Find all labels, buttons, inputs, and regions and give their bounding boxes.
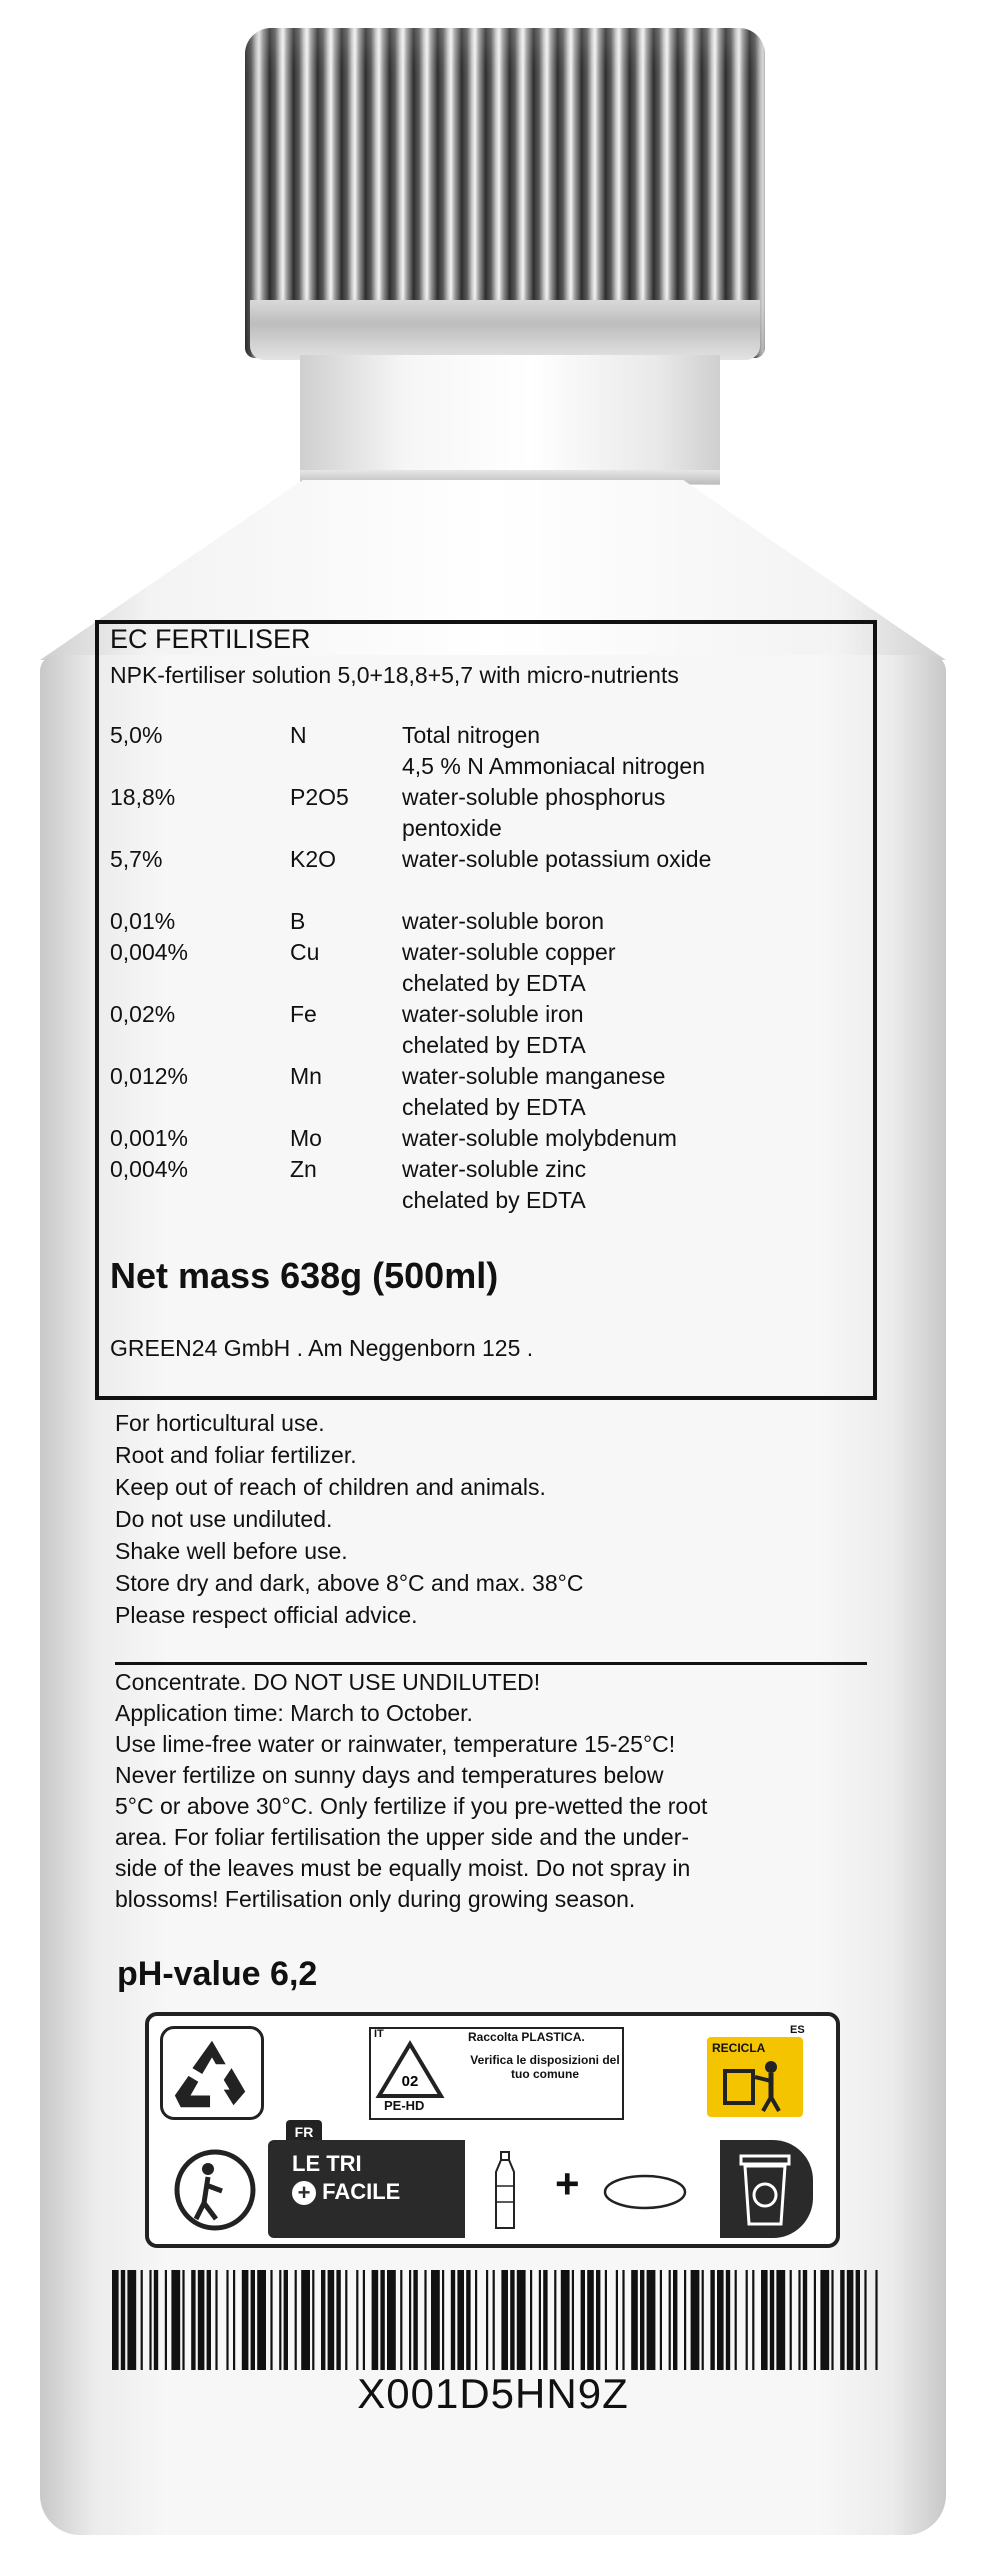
recycling-triangle-icon — [375, 2040, 445, 2102]
barcode-bar — [191, 2270, 195, 2370]
usage-line: Root and foliar fertilizer. — [115, 1442, 357, 1468]
instruction-line: Concentrate. DO NOT USE UNDILUTED! — [115, 1669, 541, 1695]
barcode-bar — [475, 2270, 477, 2370]
barcode-bar — [790, 2270, 792, 2370]
barcode-bar — [457, 2270, 464, 2370]
barcode-bar — [242, 2270, 249, 2370]
nutrient-desc-line: water-soluble phosphorus — [402, 784, 666, 810]
section-divider — [115, 1662, 867, 1665]
barcode-bar — [622, 2270, 624, 2370]
barcode-bar — [400, 2270, 402, 2370]
nutrient-desc: water-soluble potassium oxide — [402, 846, 712, 872]
nutrient-desc-line: water-soluble zinc — [402, 1156, 587, 1182]
es-recicla-label: RECICLA — [712, 2041, 766, 2055]
barcode-bar — [442, 2270, 444, 2370]
barcode-bar — [207, 2270, 211, 2370]
net-mass: Net mass 638g (500ml) — [110, 1255, 499, 1296]
bottle-neck — [300, 355, 720, 485]
company-address: GREEN24 GmbH . Am Neggenborn 125 . — [110, 1335, 534, 1361]
nutrient-percent: 18,8% — [110, 784, 176, 810]
nutrient-percent: 0,001% — [110, 1125, 189, 1151]
barcode-bar — [840, 2270, 844, 2370]
barcode-bar — [345, 2270, 347, 2370]
bottle-icon — [490, 2150, 520, 2232]
barcode-bar — [409, 2270, 411, 2370]
barcode-bar — [752, 2270, 754, 2370]
barcode-bar — [875, 2270, 877, 2370]
nutrient-desc — [402, 999, 862, 1061]
nutrient-symbol: B — [290, 908, 306, 934]
barcode-bar — [466, 2270, 470, 2370]
barcode-bar — [761, 2270, 768, 2370]
label-subtitle: NPK-fertiliser solution 5,0+18,8+5,7 with micro-nutrients — [110, 662, 679, 688]
barcode-bar — [171, 2270, 180, 2370]
barcode-bar — [684, 2270, 686, 2370]
nutrient-desc-line2: chelated by EDTA — [402, 1094, 586, 1120]
nutrient-desc-line2: chelated by EDTA — [402, 1187, 586, 1213]
it-instructions: Verifica le disposizioni del tuo comune — [470, 2053, 620, 2081]
barcode-bar — [451, 2270, 455, 2370]
barcode-bar — [413, 2270, 417, 2370]
usage-line: Keep out of reach of children and animals. — [115, 1474, 546, 1500]
nutrient-percent: 0,012% — [110, 1063, 189, 1089]
barcode-bar — [284, 2270, 288, 2370]
ph-value: pH-value 6,2 — [117, 1955, 318, 1993]
barcode-bar — [279, 2270, 281, 2370]
usage-line: Do not use undiluted. — [115, 1506, 333, 1532]
barcode-bar — [165, 2270, 167, 2370]
usage-line: Store dry and dark, above 8°C and max. 38°C — [115, 1570, 584, 1596]
barcode-bar — [380, 2270, 384, 2370]
barcode-bar — [710, 2270, 714, 2370]
nutrient-desc — [402, 782, 862, 844]
barcode-bar — [640, 2270, 644, 2370]
barcode-bar — [847, 2270, 854, 2370]
barcode-bar — [691, 2270, 700, 2370]
barcode-bar — [596, 2270, 600, 2370]
barcode-bar — [141, 2270, 143, 2370]
it-country-code: IT — [374, 2028, 384, 2040]
barcode-bar — [215, 2270, 217, 2370]
nutrient-desc-line: Total nitrogen — [402, 722, 541, 748]
nutrient-symbol: N — [290, 722, 307, 748]
barcode-bar — [154, 2270, 158, 2370]
barcode-bar — [726, 2270, 730, 2370]
barcode-bar — [561, 2270, 570, 2370]
barcode-bar — [517, 2270, 526, 2370]
barcode-bar — [372, 2270, 379, 2370]
es-country-code: ES — [790, 2024, 805, 2036]
nutrient-percent: 5,7% — [110, 846, 163, 872]
nutrient-desc — [402, 1154, 862, 1216]
barcode-bar — [424, 2270, 426, 2370]
barcode-bar — [735, 2270, 737, 2370]
nutrient-desc-line2: pentoxide — [402, 815, 502, 841]
barcode-bar — [431, 2270, 440, 2370]
fr-country-code: FR — [286, 2120, 322, 2144]
barcode-bar — [226, 2270, 228, 2370]
barcode-bar — [572, 2270, 574, 2370]
lid-icon — [600, 2170, 690, 2215]
recycle-icon — [163, 2029, 261, 2117]
nutrient-desc — [402, 937, 862, 999]
le-tri-text: LE TRI — [292, 2151, 362, 2176]
barcode-bar — [321, 2270, 325, 2370]
instruction-line: Use lime-free water or rainwater, temperature 15-25°C! — [115, 1731, 676, 1757]
barcode-bar — [530, 2270, 532, 2370]
instruction-line: side of the leaves must be equally moist. Do not spray in — [115, 1855, 691, 1881]
barcode-bar — [501, 2270, 508, 2370]
barcode-bar — [631, 2270, 638, 2370]
nutrient-symbol: Mn — [290, 1063, 322, 1089]
nutrient-desc-line2: chelated by EDTA — [402, 1032, 586, 1058]
nutrient-desc-line2: chelated by EDTA — [402, 970, 586, 996]
barcode-bar — [543, 2270, 547, 2370]
barcode-bar — [770, 2270, 774, 2370]
barcode-bar — [746, 2270, 748, 2370]
barcode-bar — [669, 2270, 671, 2370]
facile-text: FACILE — [322, 2179, 401, 2204]
nutrient-percent: 0,004% — [110, 939, 189, 965]
barcode-bar — [149, 2270, 151, 2370]
barcode-bar — [493, 2270, 495, 2370]
application-instructions — [115, 1667, 707, 1915]
barcode-bar — [363, 2270, 365, 2370]
instruction-line: 5°C or above 30°C. Only fertilize if you pre-wetted the root — [115, 1793, 708, 1819]
barcode-bar — [587, 2270, 594, 2370]
barcode-bar — [647, 2270, 656, 2370]
nutrient-symbol: Zn — [290, 1156, 317, 1182]
instruction-line: Application time: March to October. — [115, 1700, 473, 1726]
barcode-bar — [257, 2270, 266, 2370]
barcode-bar — [121, 2270, 125, 2370]
nutrient-percent: 0,02% — [110, 1001, 176, 1027]
barcode-number: X001D5HN9Z — [357, 2370, 629, 2417]
barcode-bar — [328, 2270, 335, 2370]
barcode-bar — [312, 2270, 314, 2370]
it-collection-title: Raccolta PLASTICA. — [468, 2030, 585, 2044]
it-material: PE-HD — [384, 2098, 425, 2113]
nutrient-symbol: P2O5 — [290, 784, 349, 810]
barcode-bar — [554, 2270, 556, 2370]
usage-line: Please respect official advice. — [115, 1602, 418, 1628]
instruction-line: blossoms! Fertilisation only during growing season. — [115, 1886, 636, 1912]
nutrient-desc-line2: 4,5 % N Ammoniacal nitrogen — [402, 753, 705, 779]
barcode-bar — [233, 2270, 235, 2370]
barcode-bar — [717, 2270, 724, 2370]
instruction-line: Never fertilize on sunny days and temperatures below — [115, 1762, 664, 1788]
nutrient-symbol: Fe — [290, 1001, 317, 1027]
triman-icon — [160, 2145, 270, 2235]
barcode-bar — [251, 2270, 255, 2370]
facile-line — [292, 2178, 400, 2206]
barcode-bar — [336, 2270, 340, 2370]
nutrient-desc: water-soluble molybdenum — [402, 1125, 677, 1151]
nutrient-desc — [402, 720, 862, 782]
nutrient-desc-line: water-soluble copper — [402, 939, 616, 965]
plus-sign: + — [555, 2160, 580, 2207]
barcode-bar — [803, 2270, 807, 2370]
barcode-bar — [510, 2270, 514, 2370]
usage-line: For horticultural use. — [115, 1410, 325, 1436]
nutrient-desc: water-soluble boron — [402, 908, 605, 934]
barcode-bar — [356, 2270, 358, 2370]
barcode-bar — [112, 2270, 119, 2370]
recycle-symbol-box — [160, 2026, 264, 2120]
barcode-bar — [182, 2270, 184, 2370]
barcode-bar — [856, 2270, 860, 2370]
barcode-bar — [776, 2270, 785, 2370]
barcode-bar — [581, 2270, 585, 2370]
barcode-bar — [702, 2270, 704, 2370]
barcode-bar — [864, 2270, 866, 2370]
barcode-bar — [387, 2270, 396, 2370]
nutrient-symbol: Cu — [290, 939, 320, 965]
it-number: 02 — [401, 2073, 419, 2090]
nutrient-desc-line: water-soluble iron — [402, 1001, 584, 1027]
le-tri-facile-text — [292, 2150, 400, 2206]
barcode-bar — [660, 2270, 662, 2370]
instruction-line: area. For foliar fertilisation the upper side and the under- — [115, 1824, 690, 1850]
nutrient-percent: 0,01% — [110, 908, 176, 934]
barcode-bar — [270, 2270, 272, 2370]
nutrient-desc-line: water-soluble manganese — [402, 1063, 666, 1089]
barcode — [112, 2270, 882, 2370]
plus-circle-icon: + — [292, 2181, 316, 2205]
nutrient-percent: 0,004% — [110, 1156, 189, 1182]
barcode-bar — [486, 2270, 488, 2370]
barcode-bar — [673, 2270, 677, 2370]
barcode-bar — [127, 2270, 136, 2370]
nutrient-symbol: Mo — [290, 1125, 322, 1151]
nutrient-symbol: K2O — [290, 846, 337, 872]
cap-ring — [250, 300, 760, 360]
barcode-bar — [301, 2270, 310, 2370]
barcode-bar — [814, 2270, 816, 2370]
recycle-bin-icon — [735, 2150, 795, 2230]
barcode-bar — [295, 2270, 297, 2370]
barcode-bar — [831, 2270, 833, 2370]
label-title: EC FERTILISER — [110, 624, 311, 654]
barcode-bar — [820, 2270, 829, 2370]
usage-notes — [115, 1407, 583, 1631]
barcode-bar — [198, 2270, 205, 2370]
barcode-bar — [539, 2270, 541, 2370]
barcode-bar — [798, 2270, 800, 2370]
barcode-bar — [605, 2270, 607, 2370]
nutrient-desc — [402, 1061, 862, 1123]
nutrient-percent: 5,0% — [110, 722, 163, 748]
barcode-bar — [616, 2270, 618, 2370]
usage-line: Shake well before use. — [115, 1538, 348, 1564]
